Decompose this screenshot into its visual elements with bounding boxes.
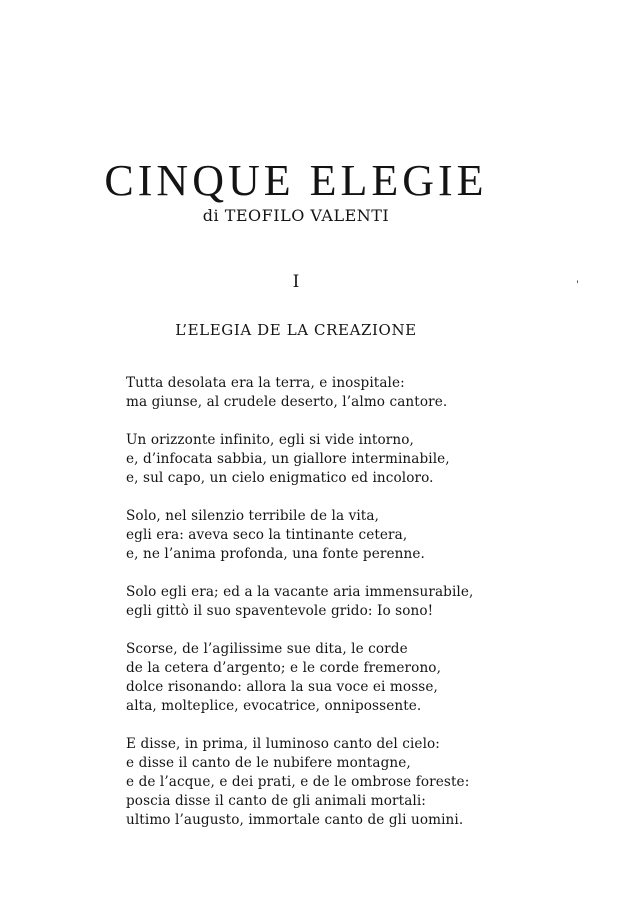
elegy-title: L’ELEGIA DE LA CREAZIONE xyxy=(175,321,417,339)
verse-line: Tutta desolata era la terra, e inospitale: xyxy=(126,375,405,391)
author-byline: di TEOFILO VALENTI xyxy=(202,206,390,225)
verse-line: E disse, in prima, il luminoso canto del cielo: xyxy=(126,736,440,752)
verse-line: alta, molteplice, evocatrice, onnipossente. xyxy=(126,698,422,714)
elegy-number: I xyxy=(292,272,300,292)
stanza xyxy=(126,431,606,488)
stanza xyxy=(126,374,606,412)
verse-line: Solo egli era; ed a la vacante aria immensurabile, xyxy=(126,584,474,600)
verse-line: ma giunse, al crudele deserto, l’almo cantore. xyxy=(126,394,448,410)
verse-line: e, ne l’anima profonda, una fonte perenne. xyxy=(126,546,425,562)
stanza xyxy=(126,583,606,621)
verse-line: e, sul capo, un cielo enigmatico ed incoloro. xyxy=(126,470,434,486)
verse-line: egli gittò il suo spaventevole grido: Io sono! xyxy=(126,603,434,619)
verse-line: e disse il canto de le nubifere montagne, xyxy=(126,755,411,771)
stanza xyxy=(126,735,606,830)
verse-line: de la cetera d’argento; e le corde fremerono, xyxy=(126,660,441,676)
stanza xyxy=(126,507,606,564)
verse-line: Solo, nel silenzio terribile de la vita, xyxy=(126,508,379,524)
verse-line: e, d’infocata sabbia, un giallore interminabile, xyxy=(126,451,450,467)
verse-line: Un orizzonte infinito, egli si vide intorno, xyxy=(126,432,414,448)
stanza xyxy=(126,640,606,716)
margin-mark: ˈ xyxy=(576,279,580,292)
book-title: CINQUE ELEGIE xyxy=(104,156,488,205)
verse-line: Scorse, de l’agilissime sue dita, le corde xyxy=(126,641,408,657)
verse-line: egli era: aveva seco la tintinante cetera, xyxy=(126,527,408,543)
verse-line: dolce risonando: allora la sua voce ei mosse, xyxy=(126,679,438,695)
verse-line: e de l’acque, e dei prati, e de le ombrose foreste: xyxy=(126,774,470,790)
verse-line: ultimo l’augusto, immortale canto de gli uomini. xyxy=(126,812,464,828)
poem-body xyxy=(126,374,606,849)
verse-line: poscia disse il canto de gli animali mortali: xyxy=(126,793,426,809)
